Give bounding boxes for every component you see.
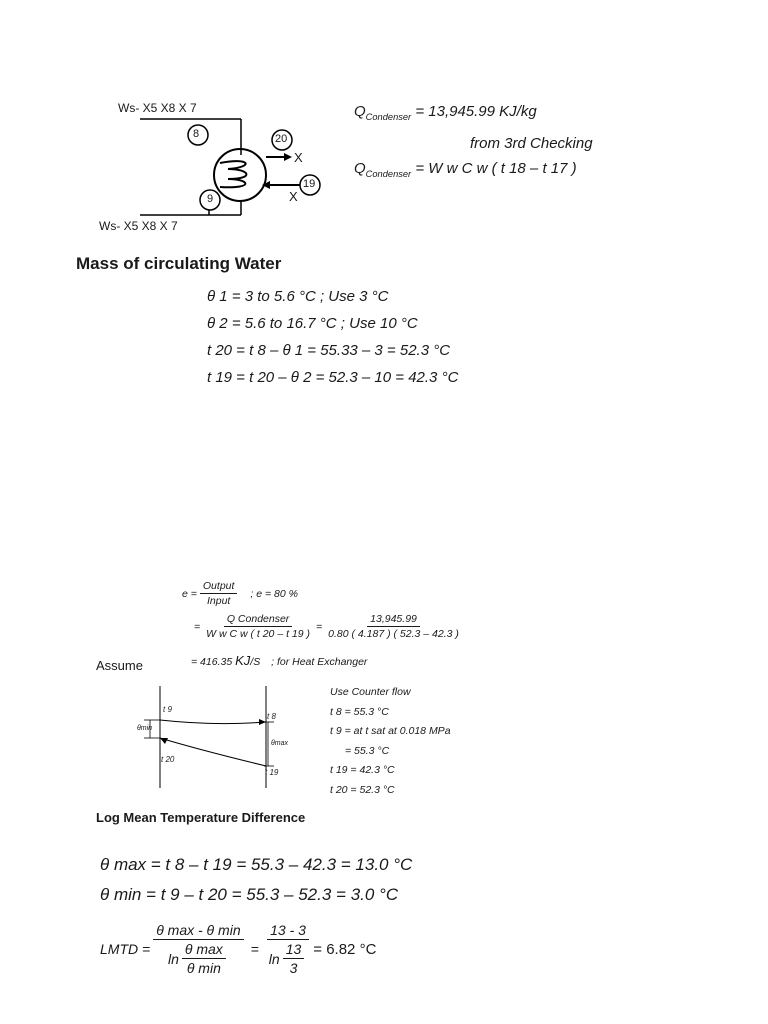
cf-t20-label: t 20 xyxy=(161,755,175,764)
x-bottom-label: X xyxy=(289,189,298,204)
eq-lmtd: LMTD = θ max - θ min ln $\frac{\text{θ max}}{\text{θ min}}$ = 13 - 3 ln $\frac{13}{3}$ = 6.82 °C xyxy=(100,922,377,976)
eq-efficiency-expanded: = $\frac{\text{Q Condenser}}{\text{W w C w ( t 20 – t 19 )}}$ = $\frac{13,945.99}{0.80 ( 4.187 ) ( 52.3 - 42.3 )}$ xyxy=(194,613,465,640)
cf-theta-max-label: θmax xyxy=(271,740,289,747)
eq-t20: t 20 = t 8 – θ 1 = 55.33 – 3 = 52.3 °C xyxy=(207,342,451,359)
assume-label: Assume xyxy=(96,658,143,673)
output-input-fraction: $\frac{\text{Output}}{\text{Input}}$ xyxy=(200,580,238,607)
counterflow-notes xyxy=(330,683,451,800)
cf-note-2: t 9 = at t sat at 0.018 MPa xyxy=(330,725,451,737)
x-top-label: X xyxy=(294,150,303,165)
eq-efficiency-result: = 416.35 KJ/S ; for Heat Exchanger xyxy=(191,653,368,668)
node-19: 19 xyxy=(303,178,316,190)
section-title-lmtd: Log Mean Temperature Difference xyxy=(96,810,306,825)
q-condenser-line1: $Q_{Condenser} = 13,945.99$ KJ/kg xyxy=(354,103,537,122)
eq-theta-min: θ min = t 9 – t 20 = 55.3 – 52.3 = 3.0 °C xyxy=(100,885,399,904)
cf-t19-label: t 19 xyxy=(265,768,279,777)
q-condenser-note: from 3rd Checking xyxy=(470,135,593,152)
kj-per-kg-unit: KJ/kg xyxy=(499,103,537,120)
cf-t9-label: t 9 xyxy=(163,705,172,714)
diagram-top-label: Ws- X5 X8 X 7 xyxy=(118,101,197,115)
node-8: 8 xyxy=(193,128,200,140)
cf-note-3: = 55.3 °C xyxy=(345,744,390,757)
eq-theta1: θ 1 = 3 to 5.6 °C ; Use 3 °C xyxy=(207,288,389,305)
eq-efficiency: e = $\frac{\text{Output}}{\text{Input}}$ ; e = 80 % xyxy=(182,580,298,607)
cf-theta-min-label: θmin xyxy=(137,725,153,732)
lmtd-numeric-fraction: 13 - 3 ln $\frac{13}{3}$ xyxy=(266,922,310,976)
cf-t8-label: t 8 xyxy=(267,712,276,721)
lmtd-label: LMTD = xyxy=(100,941,151,957)
eq-theta-max: θ max = t 8 – t 19 = 55.3 – 42.3 = 13.0 °C xyxy=(100,855,413,874)
diagram-bottom-label: Ws- X5 X8 X 7 xyxy=(99,219,178,233)
node-20: 20 xyxy=(275,133,288,145)
numeric-fraction: $\frac{13,945.99}{0.80 ( 4.187 ) ( 52.3 - 42.3 )}$ xyxy=(328,613,459,640)
cf-note-1: t 8 = 55.3 °C xyxy=(330,705,389,718)
cf-note-4: t 19 = 42.3 °C xyxy=(330,764,395,776)
cf-note-0: Use Counter flow xyxy=(330,686,411,698)
eq-t19: t 19 = t 20 – θ 2 = 52.3 – 10 = 42.3 °C xyxy=(207,369,459,386)
cf-note-5: t 20 = 52.3 °C xyxy=(330,783,395,796)
section-title-mass: Mass of circulating Water xyxy=(76,254,282,273)
lmtd-symbolic-fraction: θ max - θ min ln $\frac{\text{θ max}}{\text{θ min}}$ xyxy=(153,922,243,976)
q-over-ww-fraction: $\frac{\text{Q Condenser}}{\text{W w C w ( t 20 – t 19 )}}$ xyxy=(206,613,310,640)
eq-theta2: θ 2 = 5.6 to 16.7 °C ; Use 10 °C xyxy=(207,315,418,332)
q-condenser-line2: $Q_{Condenser} = W$ w C w ( t 18 – t 17 ) xyxy=(354,160,577,179)
lmtd-result: = 6.82 °C xyxy=(313,940,377,958)
node-9: 9 xyxy=(207,193,214,205)
